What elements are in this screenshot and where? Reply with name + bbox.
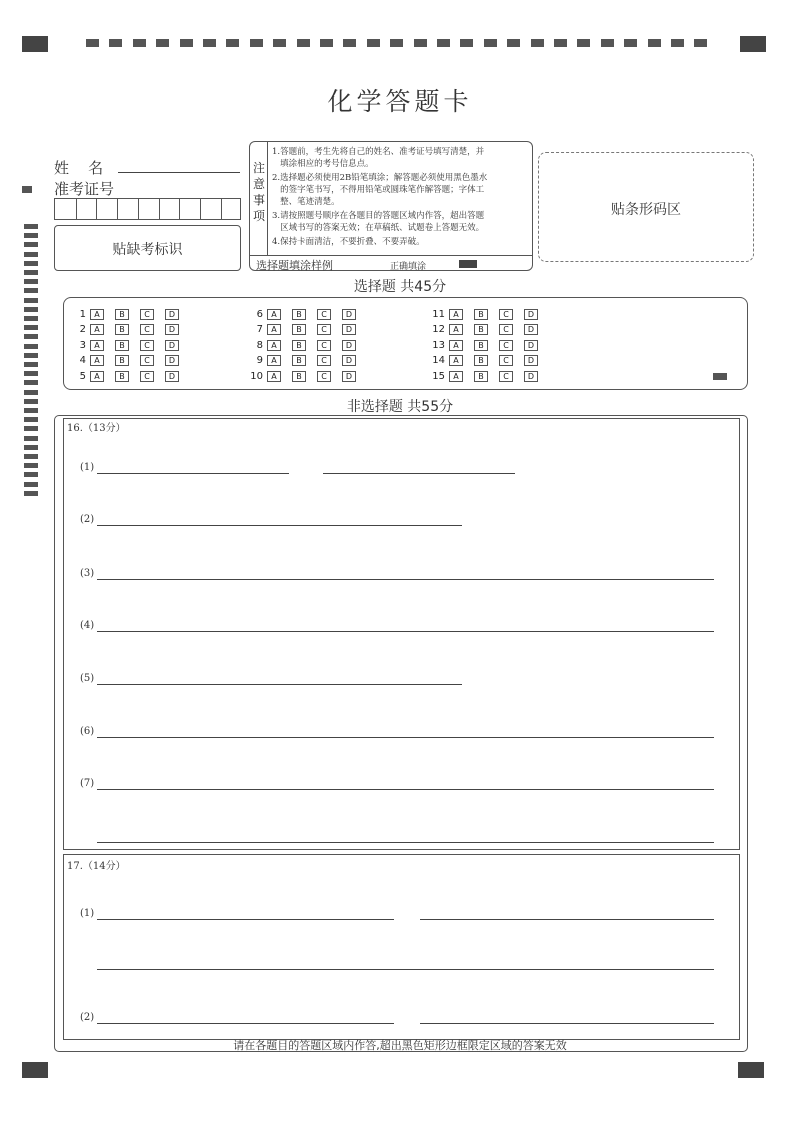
q17-part2-blank-b[interactable] (420, 1023, 714, 1024)
choice-option-bubble[interactable]: B (115, 309, 129, 320)
notice-side-char: 注 (252, 161, 265, 175)
timing-mark (24, 482, 38, 487)
q16-box (63, 418, 740, 850)
choice-option-bubble[interactable]: C (499, 324, 513, 335)
q16-part4-blank[interactable] (97, 631, 714, 632)
choice-question-row (68, 339, 190, 351)
timing-mark (24, 491, 38, 496)
choice-question-row (427, 324, 549, 336)
choice-option-bubble[interactable]: B (292, 340, 306, 351)
choice-option-bubble[interactable]: B (474, 324, 488, 335)
q16-heading: 16.（13分） (67, 423, 126, 434)
choice-option-bubble[interactable]: B (474, 355, 488, 366)
choice-option-bubble[interactable]: B (292, 324, 306, 335)
choice-question-row (68, 370, 190, 382)
correct-fill-label: 正确填涂 (390, 262, 427, 272)
notice-line: 的签字笔书写，不得用铅笔或圆珠笔作解答题；字体工 (272, 185, 485, 195)
notice-line: 整、笔迹清楚。 (272, 197, 340, 207)
choice-option-bubble[interactable]: C (140, 340, 154, 351)
choice-question-row (68, 324, 190, 336)
choice-option-bubble[interactable]: D (165, 371, 179, 382)
nonchoice-section-title: 非选择题 共55分 (346, 399, 454, 415)
choice-option-bubble[interactable]: B (115, 324, 129, 335)
choice-option-bubble[interactable]: D (524, 309, 538, 320)
choice-option-bubble[interactable]: A (267, 340, 281, 351)
choice-option-bubble[interactable]: C (317, 324, 331, 335)
choice-option-bubble[interactable]: C (317, 309, 331, 320)
choice-section-title: 选择题 共45分 (353, 279, 447, 295)
choice-question-number: 7 (256, 324, 263, 335)
choice-timing-mark (713, 373, 727, 380)
choice-question-row (245, 324, 367, 336)
q16-part-label: (6) (80, 726, 95, 737)
choice-option-bubble[interactable]: A (90, 355, 104, 366)
choice-option-bubble[interactable]: C (140, 371, 154, 382)
choice-option-bubble[interactable]: D (342, 371, 356, 382)
choice-question-row (427, 355, 549, 367)
choice-option-bubble[interactable]: D (342, 309, 356, 320)
q17-part1-blank-c[interactable] (97, 969, 714, 970)
choice-option-bubble[interactable]: C (140, 309, 154, 320)
choice-question-row (68, 355, 190, 367)
choice-grid (0, 0, 800, 400)
choice-option-bubble[interactable]: A (267, 309, 281, 320)
choice-question-row (427, 339, 549, 351)
choice-option-bubble[interactable]: B (115, 371, 129, 382)
choice-question-number: 14 (432, 355, 445, 366)
q17-part2-blank-a[interactable] (97, 1023, 394, 1024)
choice-option-bubble[interactable]: A (90, 371, 104, 382)
choice-question-number: 10 (250, 370, 263, 382)
choice-question-number: 3 (79, 339, 86, 351)
timing-mark (24, 472, 38, 477)
choice-question-number: 4 (79, 355, 86, 366)
footer-notice: 请在各题目的答题区域内作答,超出黑色矩形边框限定区域的答案无效 (233, 1039, 567, 1052)
notice-side-char: 项 (252, 209, 265, 223)
choice-option-bubble[interactable]: B (115, 340, 129, 351)
q16-part-label: (1) (80, 462, 95, 473)
q16-part6-blank[interactable] (97, 737, 714, 738)
choice-option-bubble[interactable]: C (317, 371, 331, 382)
notice-side-char: 事 (252, 193, 265, 207)
choice-question-number: 8 (256, 339, 263, 351)
corner-mark-bottom-right (738, 1062, 764, 1078)
choice-question-number: 5 (79, 370, 86, 382)
choice-option-bubble[interactable]: A (267, 371, 281, 382)
choice-option-bubble[interactable]: B (292, 309, 306, 320)
choice-question-row (245, 339, 367, 351)
choice-option-bubble[interactable]: C (317, 340, 331, 351)
q16-part-label: (7) (80, 778, 95, 789)
q16-part5-blank[interactable] (97, 684, 462, 685)
choice-question-number: 9 (256, 355, 263, 366)
q16-part-label: (5) (80, 673, 95, 684)
choice-option-bubble[interactable]: D (165, 309, 179, 320)
choice-question-row (245, 355, 367, 367)
choice-option-bubble[interactable]: D (524, 371, 538, 382)
choice-option-bubble[interactable]: D (165, 355, 179, 366)
choice-option-bubble[interactable]: D (165, 324, 179, 335)
choice-question-number: 11 (432, 308, 445, 320)
choice-option-bubble[interactable]: C (499, 309, 513, 320)
choice-option-bubble[interactable]: C (499, 340, 513, 351)
choice-question-number: 1 (79, 308, 86, 320)
choice-option-bubble[interactable]: D (165, 340, 179, 351)
q16-part1-blank-a[interactable] (97, 473, 289, 474)
choice-option-bubble[interactable]: A (90, 309, 104, 320)
choice-option-bubble[interactable]: D (524, 324, 538, 335)
q16-part3-blank[interactable] (97, 579, 714, 580)
choice-question-row (427, 370, 549, 382)
choice-option-bubble[interactable]: C (140, 355, 154, 366)
timing-mark (24, 417, 38, 422)
q16-part-label: (4) (80, 620, 95, 631)
name-label: 姓 名 (54, 159, 104, 177)
q16-part1-blank-b[interactable] (323, 473, 515, 474)
choice-option-bubble[interactable]: B (292, 371, 306, 382)
choice-question-row (68, 308, 190, 320)
q17-box (63, 854, 740, 1040)
choice-option-bubble[interactable]: C (499, 355, 513, 366)
choice-option-bubble[interactable]: D (342, 324, 356, 335)
timing-mark (24, 463, 38, 468)
choice-option-bubble[interactable]: A (90, 340, 104, 351)
fill-sample-label: 选择题填涂样例 (256, 259, 333, 272)
choice-option-bubble[interactable]: C (499, 371, 513, 382)
choice-question-row (245, 370, 367, 382)
q16-part7-blank-extra[interactable] (97, 842, 714, 843)
q17-part-label: (1) (80, 908, 95, 919)
choice-option-bubble[interactable]: D (342, 355, 356, 366)
q17-part-label: (2) (80, 1012, 95, 1023)
choice-option-bubble[interactable]: A (449, 324, 463, 335)
notice-line: 区域书写的答案无效；在草稿纸、试题卷上答题无效。 (272, 223, 485, 233)
choice-option-bubble[interactable]: A (90, 324, 104, 335)
notice-side-char: 意 (252, 177, 265, 191)
q16-part-label: (2) (80, 514, 95, 525)
notice-line: 1.答题前，考生先将自己的姓名、准考证号填写清楚，并 (272, 147, 485, 157)
choice-option-bubble[interactable]: A (449, 371, 463, 382)
choice-option-bubble[interactable]: C (140, 324, 154, 335)
choice-option-bubble[interactable]: C (317, 355, 331, 366)
timing-mark (24, 426, 38, 431)
choice-option-bubble[interactable]: B (474, 309, 488, 320)
choice-question-row (245, 308, 367, 320)
choice-option-bubble[interactable]: B (474, 340, 488, 351)
choice-option-bubble[interactable]: A (449, 355, 463, 366)
choice-option-bubble[interactable]: D (342, 340, 356, 351)
choice-option-bubble[interactable]: D (524, 355, 538, 366)
timing-mark (24, 445, 38, 450)
timing-mark (24, 454, 38, 459)
choice-option-bubble[interactable]: A (449, 340, 463, 351)
choice-option-bubble[interactable]: A (267, 324, 281, 335)
q16-part7-blank[interactable] (97, 789, 714, 790)
page-title: 化学答题卡 (327, 87, 473, 116)
choice-question-number: 15 (432, 370, 445, 382)
timing-mark (24, 436, 38, 441)
notice-line: 3.请按照题号顺序在各题目的答题区域内作答，超出答题 (272, 211, 485, 221)
choice-question-row (427, 308, 549, 320)
q17-heading: 17.（14分） (67, 861, 126, 872)
q17-part1-blank-a[interactable] (97, 919, 394, 920)
notice-line: 2.选择题必须使用2B铅笔填涂；解答题必须使用黑色墨水 (272, 173, 488, 183)
missing-exam-label: 贴缺考标识 (112, 242, 183, 258)
choice-option-bubble[interactable]: B (292, 355, 306, 366)
choice-option-bubble[interactable]: B (474, 371, 488, 382)
choice-question-number: 12 (432, 324, 445, 335)
q16-part-label: (3) (80, 568, 95, 579)
choice-option-bubble[interactable]: A (267, 355, 281, 366)
choice-option-bubble[interactable]: A (449, 309, 463, 320)
notice-line: 4.保持卡面清洁，不要折叠、不要弄破。 (272, 237, 425, 247)
choice-question-number: 2 (79, 324, 86, 335)
notice-line: 填涂相应的考号信息点。 (272, 159, 374, 169)
q17-part1-blank-b[interactable] (420, 919, 714, 920)
choice-question-number: 13 (432, 339, 445, 351)
choice-option-bubble[interactable]: B (115, 355, 129, 366)
exam-number-label: 准考证号 (54, 180, 115, 198)
choice-question-number: 6 (256, 308, 263, 320)
barcode-label: 贴条形码区 (611, 202, 681, 218)
q16-part2-blank[interactable] (97, 525, 462, 526)
choice-option-bubble[interactable]: D (524, 340, 538, 351)
